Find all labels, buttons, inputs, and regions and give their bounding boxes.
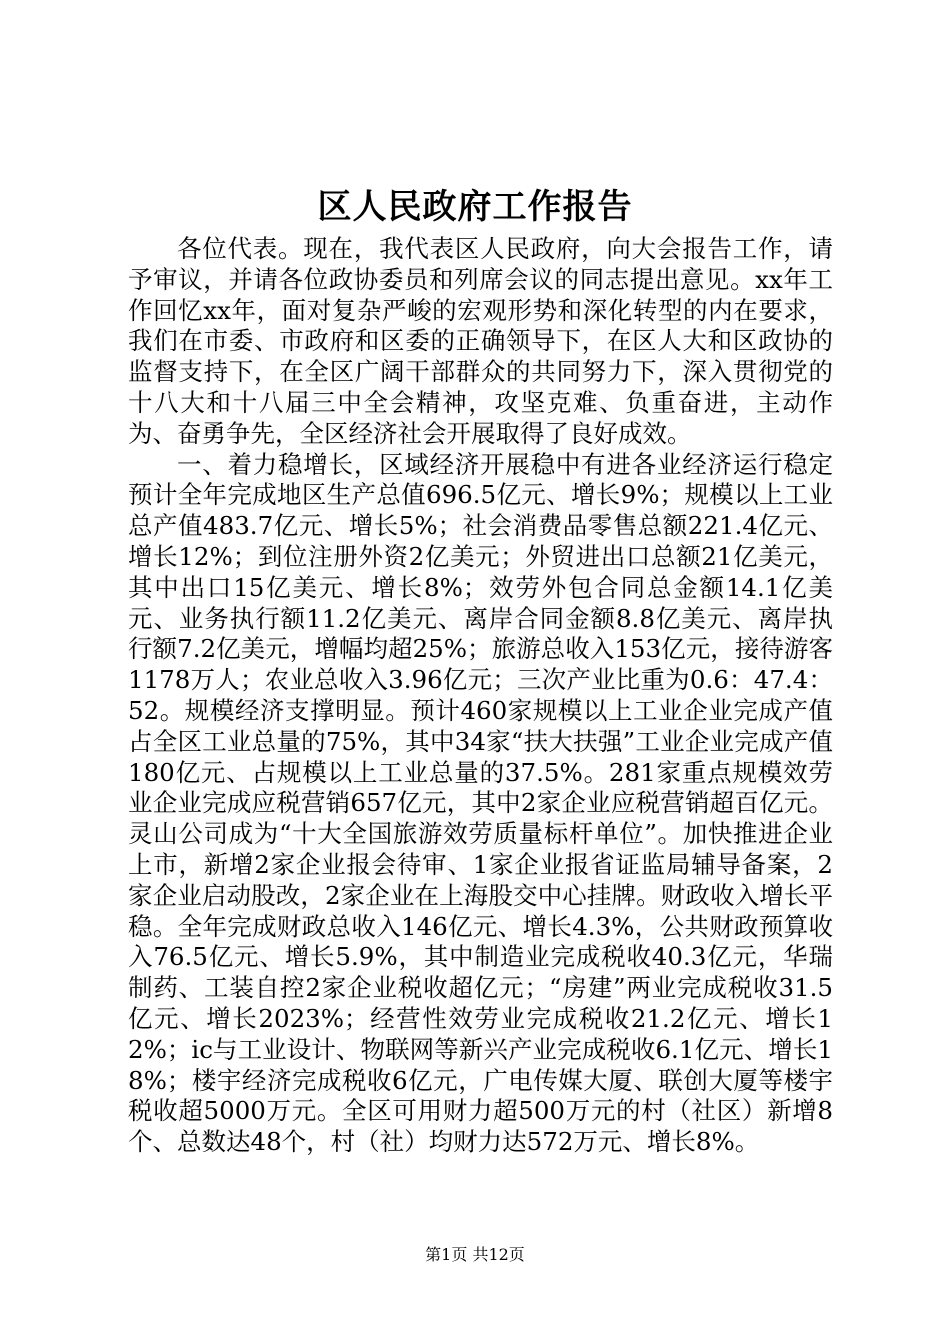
document-title: 区人民政府工作报告 — [317, 187, 633, 227]
document-body — [128, 234, 833, 1158]
paragraph-economy: 一、着力稳增长，区域经济开展稳中有进各业经济运行稳定预计全年完成地区生产总值696.5亿元、增长9%；规模以上工业总产值483.7亿元、增长5%；社会消费品零售总额221.4亿元、增长12%；到位注册外资2亿美元；外贸进出口总额21亿美元，其中出口15亿美元、增长8%；效劳外包合同总金额14.1亿美元、业务执行额11.2亿美元、离岸合同金额8.8亿美元、离岸执行额7.2亿美元，增幅均超25%；旅游总收入153亿元，接待游客1178万人；农业总收入3.96亿元；三次产业比重为0.6：47.4：52。规模经济支撑明显。预计460家规模以上工业企业完成产值占全区工业总量的75%，其中34家“扶大扶强”工业企业完成产值180亿元、占规模以上工业总量的37.5%。281家重点规模效劳业企业完成应税营销657亿元，其中2家企业应税营销超百亿元。灵山公司成为“十大全国旅游效劳质量标杆单位”。加快推进企业上市，新增2家企业报会待审、1家企业报省证监局辅导备案，2家企业启动股改，2家企业在上海股交中心挂牌。财政收入增长平稳。全年完成财政总收入146亿元、增长4.3%，公共财政预算收入76.5亿元、增长5.9%，其中制造业完成税收40.3亿元，华瑞制药、工装自控2家企业税收超亿元；“房建”两业完成税收31.5亿元、增长2023%；经营性效劳业完成税收21.2亿元、增长12%；ic与工业设计、物联网等新兴产业完成税收6.1亿元、增长18%；楼宇经济完成税收6亿元，广电传媒大厦、联创大厦等楼宇税收超5000万元。全区可用财力超500万元的村（社区）新增8个、总数达48个，村（社）均财力达572万元、增长8%。 — [128, 449, 833, 1157]
page-footer: 第1页 共12页 — [425, 1245, 525, 1264]
paragraph-opening: 各位代表。现在，我代表区人民政府，向大会报告工作，请予审议，并请各位政协委员和列席会议的同志提出意见。xx年工作回忆xx年，面对复杂严峻的宏观形势和深化转型的内在要求，我们在市委、市政府和区委的正确领导下，在区人大和区政协的监督支持下，在全区广阔干部群众的共同努力下，深入贯彻党的十八大和十八届三中全会精神，攻坚克难、负重奋进，主动作为、奋勇争先，全区经济社会开展取得了良好成效。 — [128, 234, 833, 448]
